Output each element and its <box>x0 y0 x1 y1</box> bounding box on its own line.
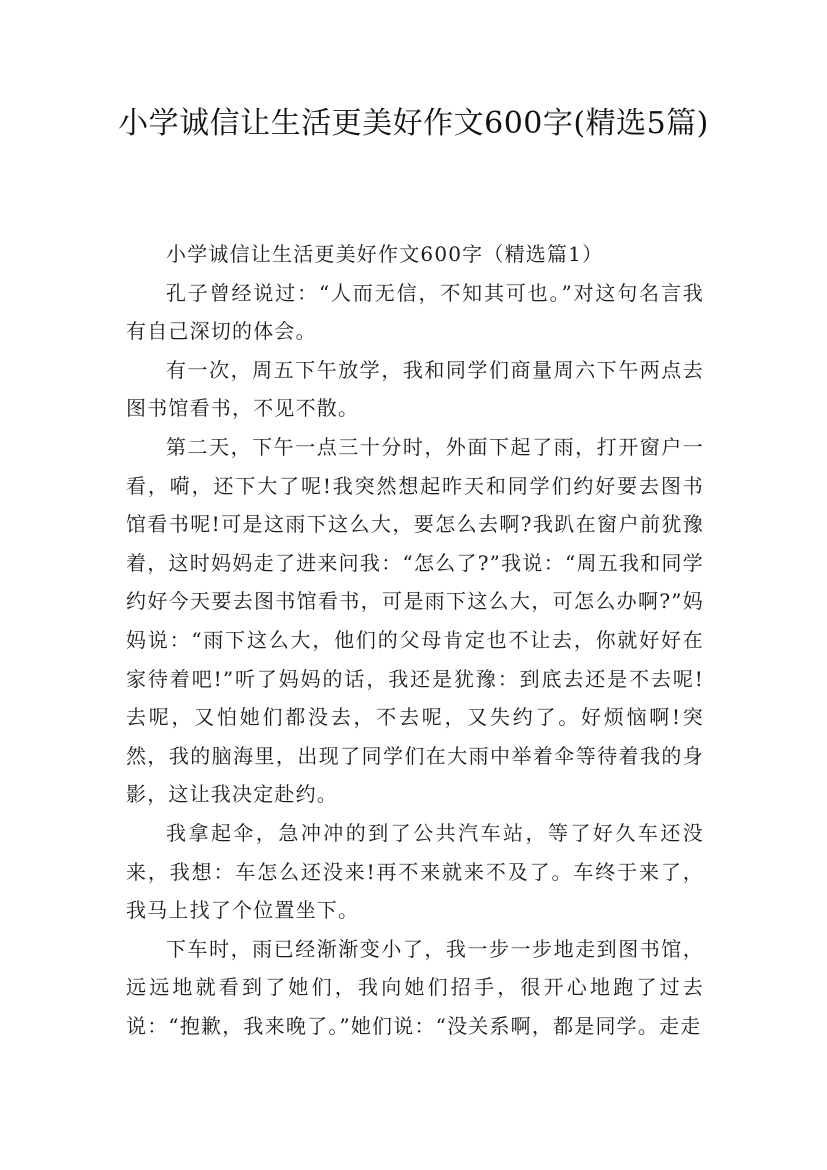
body-paragraph: 第二天，下午一点三十分时，外面下起了雨，打开窗户一看，嗬，还下大了呢!我突然想起昨天和同学们约好要去图书馆看书呢!可是这雨下这么大，要怎么去啊?我趴在窗户前犹豫着，这时妈妈走了进来问我：“怎么了?”我说：“周五我和同学约好今天要去图书馆看书，可是雨下这么大，可怎么办啊?”妈妈说：“雨下这么大，他们的父母肯定也不让去，你就好好在家待着吧!”听了妈妈的话，我还是犹豫：到底去还是不去呢!去呢，又怕她们都没去，不去呢，又失约了。好烦恼啊!突然，我的脑海里，出现了同学们在大雨中举着伞等待着我的身影，这让我决定赴约。 <box>126 434 704 807</box>
body-paragraph: 我拿起伞，急冲冲的到了公共汽车站，等了好久车还没来，我想：车怎么还没来!再不来就来不及了。车终于来了，我马上找了个位置坐下。 <box>126 820 704 923</box>
body-paragraph: 下车时，雨已经渐渐变小了，我一步一步地走到图书馆，远远地就看到了她们，我向她们招手，很开心地跑了过去说：“抱歉，我来晚了。”她们说：“没关系啊，都是同学。走走 <box>126 936 704 1038</box>
document-body <box>126 235 704 1045</box>
body-paragraph: 有一次，周五下午放学，我和同学们商量周六下午两点去图书馆看书，不见不散。 <box>126 357 704 421</box>
document-title: 小学诚信让生活更美好作文600字(精选5篇) <box>118 106 709 141</box>
body-paragraph: 孔子曾经说过：“人而无信，不知其可也。”对这句名言我有自己深切的体会。 <box>126 280 704 344</box>
subtitle-paragraph: 小学诚信让生活更美好作文600字（精选篇1） <box>166 242 604 266</box>
